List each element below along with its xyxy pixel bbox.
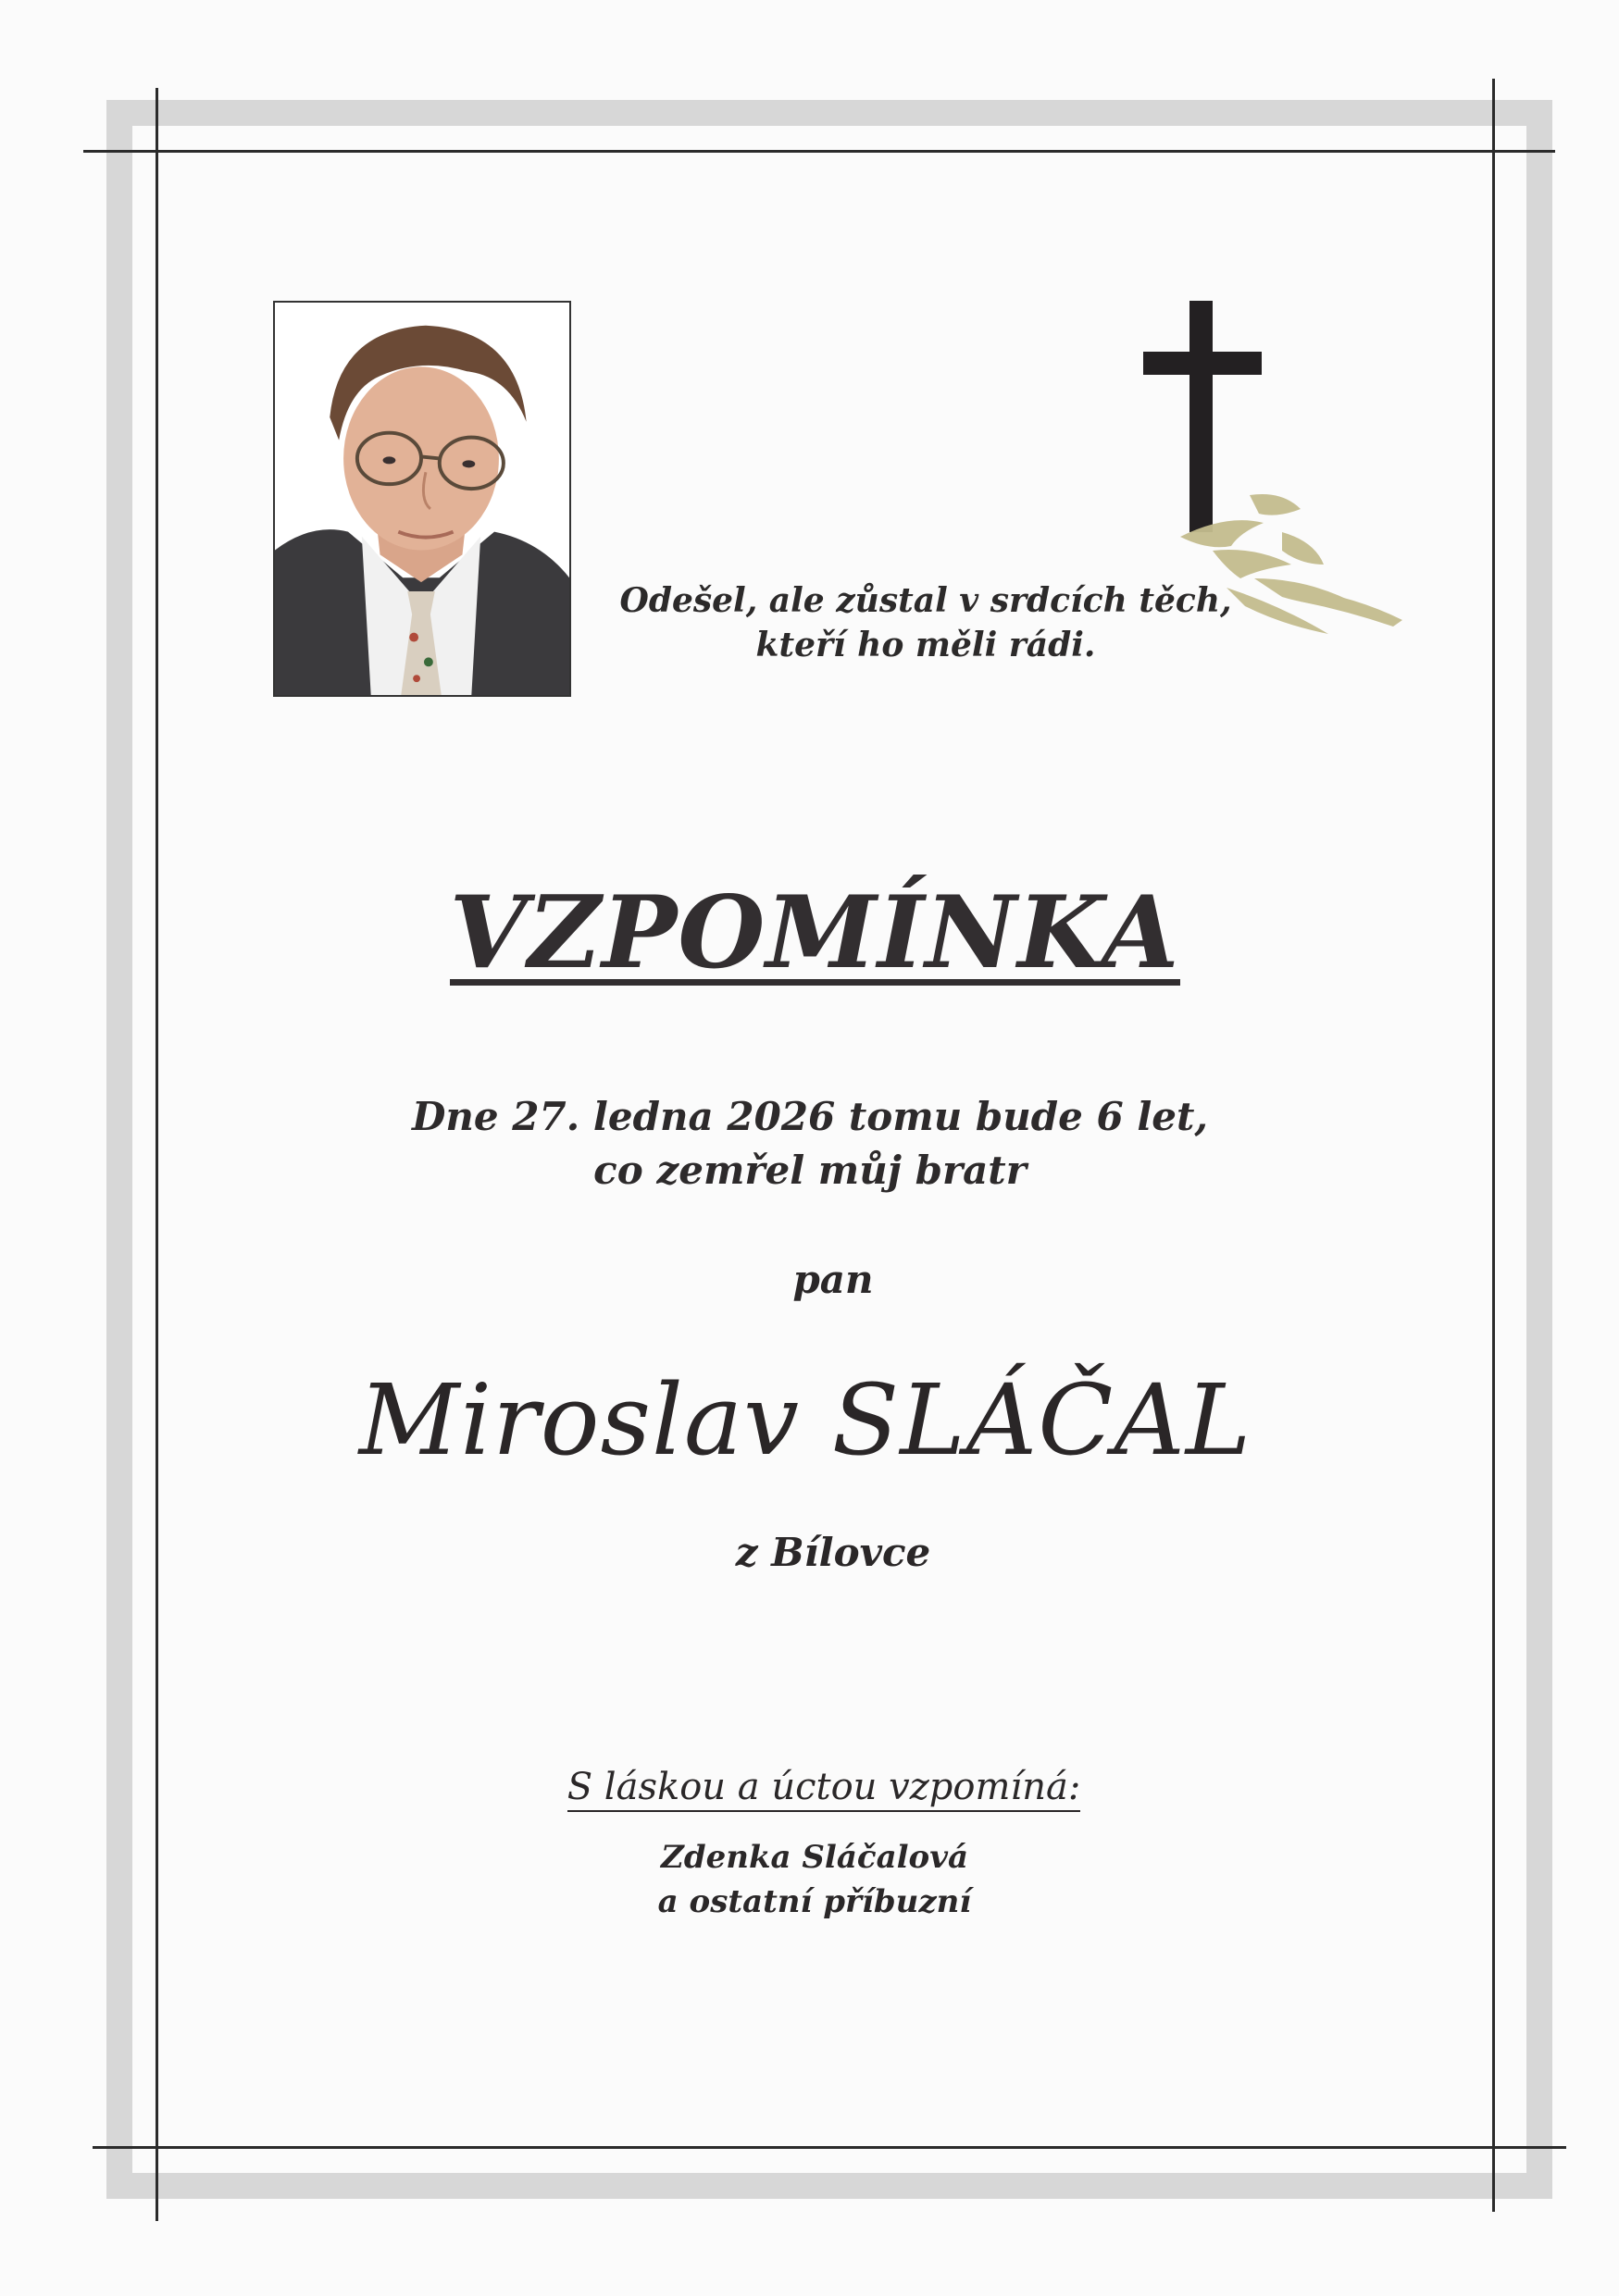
frame-line-right	[1492, 79, 1495, 2212]
deceased-name: Miroslav SLÁČAL	[358, 1363, 1252, 1477]
page-title	[333, 875, 1296, 991]
announcement-line-2: co zemřel můj bratr	[593, 1148, 1027, 1193]
mourners-title-text: S láskou a úctou vzpomíná:	[567, 1766, 1081, 1812]
frame-line-top	[83, 150, 1555, 153]
frame-line-left	[156, 88, 158, 2221]
quote-line-1: Odešel, ale zůstal v srdcích těch,	[619, 581, 1232, 620]
mourners-list	[555, 1835, 1074, 1924]
origin: z Bílovce	[735, 1530, 931, 1575]
mourner-line-2: a ostatní příbuzní	[657, 1883, 972, 1920]
page-title-text: VZPOMÍNKA	[449, 875, 1180, 991]
portrait-photo	[273, 301, 571, 697]
portrait-illustration	[275, 303, 569, 695]
mourner-line-1: Zdenka Sláčalová	[661, 1839, 968, 1876]
announcement	[278, 1090, 1342, 1198]
title-word: pan	[792, 1257, 874, 1302]
frame-line-bottom	[93, 2146, 1566, 2149]
announcement-line-1: Dne 27. ledna 2026 tomu bude 6 let,	[411, 1094, 1209, 1139]
quote	[592, 578, 1259, 667]
mourners-title	[481, 1763, 1166, 1811]
quote-line-2: kteří ho měli rádi.	[755, 626, 1096, 664]
